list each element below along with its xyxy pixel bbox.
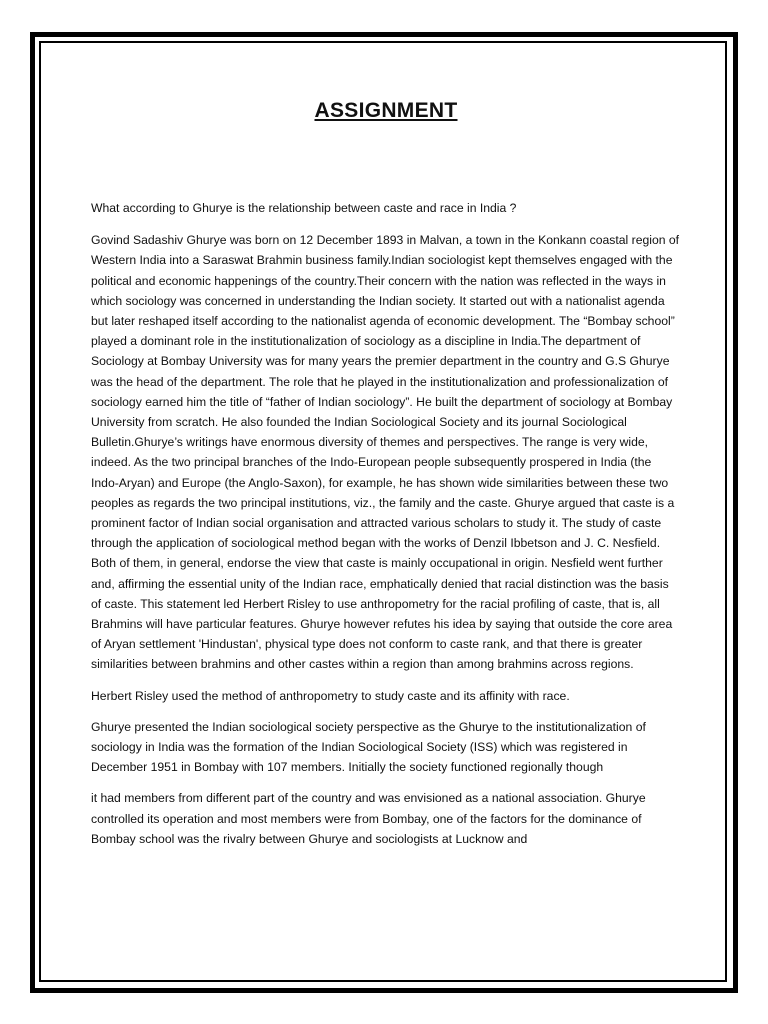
document-title: ASSIGNMENT — [314, 99, 458, 122]
paragraph-indian-sociological-society: Ghurye presented the Indian sociological society perspective as the Ghurye to the institutionalization of sociology in India was the formation of the Indian Sociological Society (ISS) which was registered in December 1951 in Bombay with 107 members. Initially the society functioned regionally though — [91, 719, 646, 775]
document-body — [91, 92, 681, 849]
paragraph-ghurye-biography: Govind Sadashiv Ghurye was born on 12 December 1893 in Malvan, a town in the Konkann coastal region of Western India into a Saraswat Brahmin business family.Indian sociologist kept themselves engaged with the political and economic happenings of the country.Their concern with the nation was reflected in the ways in which sociology was concerned in understanding the Indian society. It started out with a nationalist agenda but later reshaped itself according to the nationalist agenda of economic development. The “Bombay school” played a dominant role in the institutionalization of sociology as a discipline in India.The department of Sociology at Bombay University was for many years the premier department in the country and G.S Ghurye was the head of the department. The role that he played in the institutionalization and professionalization of sociology earned him the title of “father of Indian sociology”. He built the department of sociology at Bombay University from scratch. He also founded the Indian Sociological Society and its journal Sociological Bulletin.Ghurye’s writings have enormous diversity of themes and perspectives. The range is very wide, indeed. As the two principal branches of the Indo-European people subsequently prospered in India (the Indo-Aryan) and Europe (the Anglo-Saxon), for example, he has shown wide similarities between these two peoples as regards the two principal institutions, viz., the family and the caste. Ghurye argued that caste is a prominent factor of Indian social organisation and attracted various scholars to study it. The study of caste through the application of sociological method began with the works of Denzil Ibbetson and J. C. Nesfield. Both of them, in general, endorse the view that caste is mainly occupational in origin. Nesfield went further and, affirming the essential unity of the Indian race, emphatically denied that racial distinction was the basis of caste. This statement led Herbert Risley to use anthropometry for the racial profiling of caste, that is, all Brahmins will have particular features. Ghurye however refutes his idea by saying that outside the core area of Aryan settlement 'Hindustan', physical type does not conform to caste rank, and that there is greater similarities between brahmins and other castes within a region than among brahmins across regions. — [91, 233, 680, 672]
paragraph-bombay-school: it had members from different part of the country and was envisioned as a national association. Ghurye controlled its operation and most members were from Bombay, one of the factors for the dominance of Bombay school was the rivalry between Ghurye and sociologists at Lucknow and — [91, 791, 646, 846]
paragraph-risley-anthropometry: Herbert Risley used the method of anthropometry to study caste and its affinity with race. — [91, 688, 570, 703]
assignment-question: What according to Ghurye is the relationship between caste and race in India ? — [91, 201, 517, 215]
